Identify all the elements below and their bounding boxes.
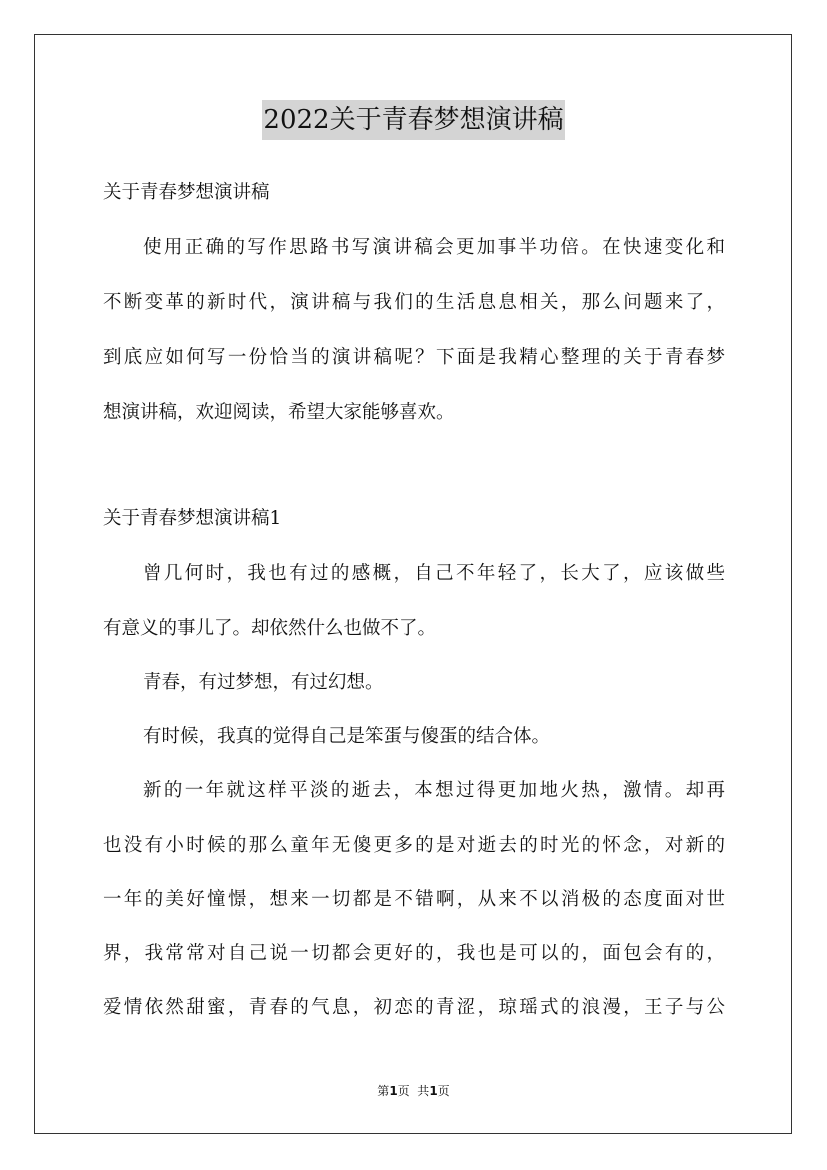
paragraph-line: 使用正确的写作思路书写演讲稿会更加事半功倍。在快速变化和 [143,237,725,258]
document-title: 2022关于青春梦想演讲稿 [262,100,564,140]
footer-prefix: 第 [377,1084,390,1098]
paragraph-line: 新的一年就这样平淡的逝去，本想过得更加地火热，激情。却再 [143,780,725,801]
footer-mid: 页 共 [397,1084,430,1098]
footer-suffix: 页 [437,1084,450,1098]
paragraph-line: 一年的美好憧憬，想来一切都是不错啊，从来不以消极的态度面对世 [103,889,725,910]
page-footer [0,1083,827,1099]
paragraph-line: 青春，有过梦想，有过幻想。 [143,672,384,693]
section-heading: 关于青春梦想演讲稿 [103,182,270,203]
paragraph-line: 界，我常常对自己说一切都会更好的，我也是可以的，面包会有的， [103,943,725,964]
paragraph-line: 爱情依然甜蜜，青春的气息，初恋的青涩，琼瑶式的浪漫，王子与公 [103,997,725,1018]
footer-page-number: 1 [389,1084,398,1098]
section-heading: 关于青春梦想演讲稿1 [103,508,282,529]
paragraph-line: 想演讲稿，欢迎阅读，希望大家能够喜欢。 [103,402,455,423]
footer-page-total: 1 [429,1084,438,1098]
paragraph-line: 有意义的事儿了。却依然什么也做不了。 [103,618,437,639]
paragraph-line: 不断变革的新时代，演讲稿与我们的生活息息相关，那么问题来了， [103,292,725,313]
title-container [0,100,827,140]
paragraph-line: 到底应如何写一份恰当的演讲稿呢？下面是我精心整理的关于青春梦 [103,347,725,368]
paragraph-line: 也没有小时候的那么童年无傻更多的是对逝去的时光的怀念，对新的 [103,835,725,856]
paragraph-line: 有时候，我真的觉得自己是笨蛋与傻蛋的结合体。 [143,726,551,747]
paragraph-line: 曾几何时，我也有过的感概，自己不年轻了，长大了，应该做些 [143,563,725,584]
